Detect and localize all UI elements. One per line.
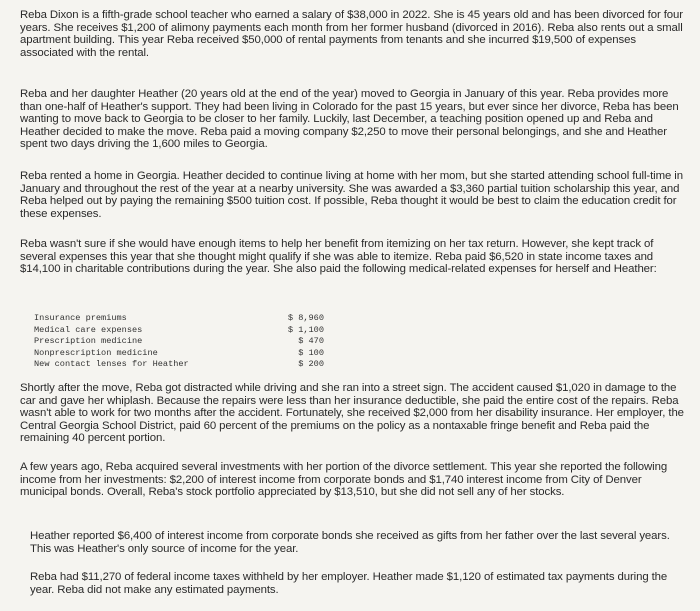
expense-row — [34, 336, 324, 348]
paragraph-heather-income: Heather reported $6,400 of interest income from corporate bonds she received as gifts from her father over the last several years. This was Heather's only source of income for the year. — [30, 530, 670, 555]
expense-amount: $ 470 — [298, 336, 324, 347]
expense-label: Medical care expenses — [34, 324, 143, 335]
paragraph-salary-alimony-rental: Reba Dixon is a fifth-grade school teacher who earned a salary of $38,000 in 2022. She is 45 years old and has been divorced for four years. She receives $1,200 of alimony payments each month from her former husband (divorced in 2016). Reba also rents out a small apartment building. This year Reba received $50,000 of rental payments from tenants and she incurred $19,500 of expenses associated with the rental. — [20, 9, 683, 59]
expense-amount: $ 200 — [298, 359, 324, 370]
paragraph-tuition: Reba rented a home in Georgia. Heather decided to continue living at home with her mom, but she started attending school full-time in January and throughout the rest of the year at a nearby university. She was awarded a $3,360 partial tuition scholarship this year, and Reba helped out by paying the remaining $500 tuition cost. If possible, Reba thought it would be best to claim the education credit for these expenses. — [20, 170, 683, 220]
expense-label: Prescription medicine — [34, 336, 143, 347]
paragraph-investments: A few years ago, Reba acquired several investments with her portion of the divorce settlement. This year she reported the following income from her investments: $2,200 of interest income from corporate bonds and $1,740 interest income from City of Denver municipal bonds. Overall, Reba's stock portfolio appreciated by $13,510, but she did not sell any of her stocks. — [20, 461, 668, 499]
expense-row — [34, 359, 324, 371]
expense-label: Insurance premiums — [34, 313, 127, 323]
medical-expenses-table — [34, 313, 324, 371]
expense-amount: $ 1,100 — [287, 324, 324, 335]
paragraph-withholding: Reba had $11,270 of federal income taxes withheld by her employer. Heather made $1,120 of estimated tax payments during the year. Reba did not make any estimated payments. — [30, 571, 668, 596]
expense-row — [34, 348, 324, 360]
paragraph-move-to-georgia: Reba and her daughter Heather (20 years old at the end of the year) moved to Georgia in January of this year. Reba provides more than one-half of Heather's support. They had been living in Colorado for the past 15 years, but ever since her divorce, Reba has been wanting to move back to Georgia to be closer to her family. Luckily, last December, a teaching position opened up and Reba and Heather decided to make the move. Reba paid a moving company $2,250 to move their personal belongings, and she and Heather spent two days driving the 1,600 miles to Georgia. — [20, 88, 679, 151]
expense-amount: $ 100 — [298, 347, 324, 358]
paragraph-itemized-deductions: Reba wasn't sure if she would have enough items to help her benefit from itemizing on her tax return. However, she kept track of several expenses this year that she thought might qualify if she was able to itemize. Reba paid $6,520 in state income taxes and $14,100 in charitable contributions during the year. She also paid the following medical-related expenses for herself and Heather: — [20, 238, 657, 276]
expense-label: Nonprescription medicine — [34, 347, 158, 358]
expense-amount: $ 8,960 — [287, 313, 324, 323]
expense-label: New contact lenses for Heather — [34, 359, 189, 370]
paragraph-car-accident: Shortly after the move, Reba got distracted while driving and she ran into a street sign. The accident caused $1,020 in damage to the car and gave her whiplash. Because the repairs were less than her insurance deductible, she paid the entire cost of the repairs. Reba wasn't able to work for two months after the accident. Fortunately, she received $2,000 from her disability insurance. Her employer, the Central Georgia School District, paid 60 percent of the premiums on the policy as a nontaxable fringe benefit and Reba paid the remaining 40 percent portion. — [20, 382, 684, 445]
expense-row — [34, 325, 324, 337]
expense-row — [34, 313, 324, 325]
